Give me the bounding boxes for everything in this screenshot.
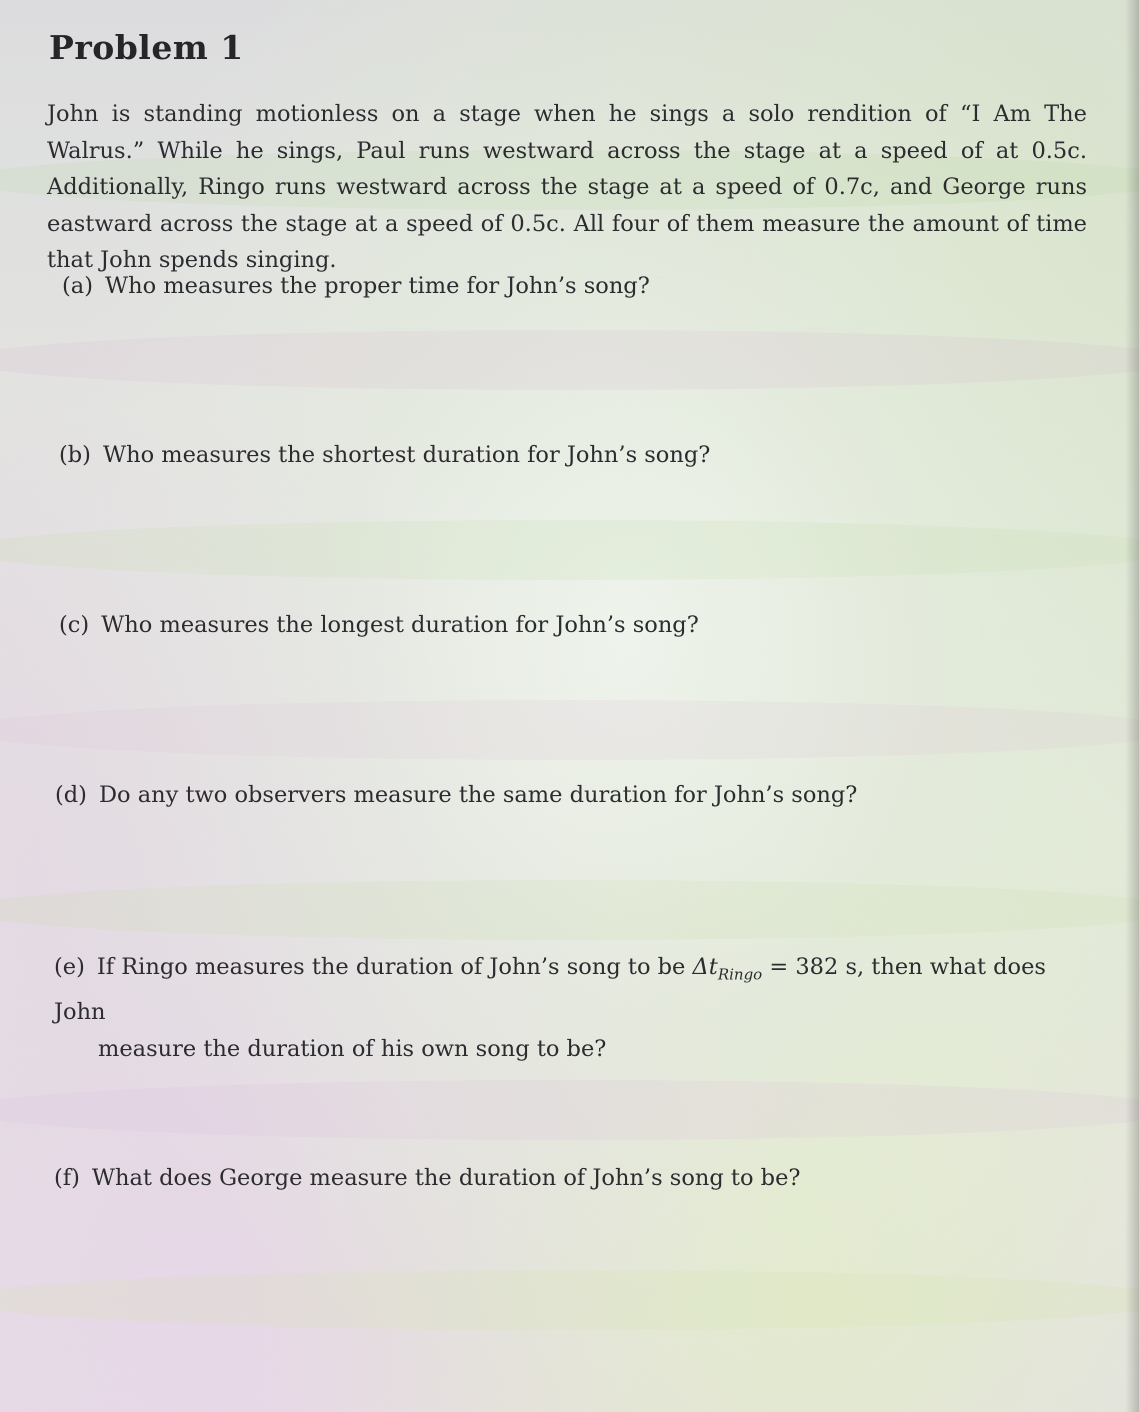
question-f [54,1160,800,1197]
question-a [62,268,650,305]
question-label: (d) [55,782,87,808]
delta-t-symbol: Δt [692,954,718,980]
problem-title: Problem 1 [49,28,244,67]
moire-band [0,700,1139,760]
question-c [59,607,699,644]
question-label: (a) [62,273,93,299]
subscript-ringo: Ringo [717,965,763,984]
question-d [55,777,857,814]
question-b [59,437,710,474]
question-label: (c) [59,612,90,638]
question-text: If Ringo measures the duration of John’s song to be [96,954,693,980]
moire-band [0,1270,1139,1330]
question-label: (f) [54,1165,80,1191]
question-text: Who measures the shortest duration for John’s song? [102,442,711,468]
question-text: What does George measure the duration of John’s song to be? [91,1165,801,1191]
question-text: Who measures the longest duration for John’s song? [101,612,699,638]
question-text-end: = 382 s, then what does John [54,954,1046,1025]
question-text: Do any two observers measure the same duration for John’s song? [98,782,858,808]
question-label: (b) [59,442,91,468]
screen-edge-shadow [1125,0,1139,1412]
question-label: (e) [54,954,85,980]
moire-band [0,520,1139,580]
question-text: Who measures the proper time for John’s song? [104,273,650,299]
moire-band [0,330,1139,390]
question-continuation: measure the duration of his own song to be? [98,1035,607,1062]
moire-band [0,1080,1139,1140]
problem-statement: John is standing motionless on a stage when he sings a solo rendition of “I Am The Walrus.” While he sings, Paul runs westward across the stage at a speed of at 0.5c. Additionally, Ringo runs westward across the stage at a speed of 0.7c, and George runs eastward across the stage at a speed of 0.5c. All four of them measure the amount of time that John spends singing. [47,101,1087,273]
moire-band [0,880,1139,940]
question-e [54,949,1054,1068]
